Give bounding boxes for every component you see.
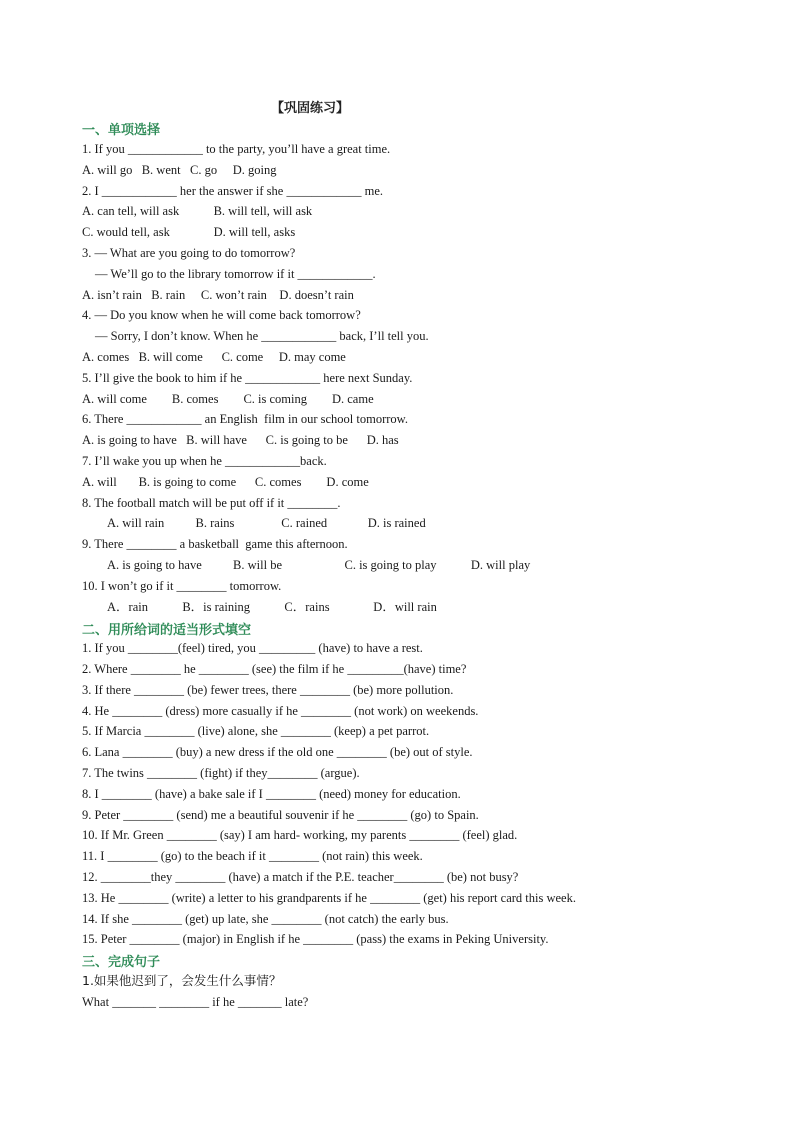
options-line: A. isn’t rain B. rain C. won’t rain D. doesn’t rain [82,288,354,302]
fill-in-line: 13. He ________ (write) a letter to his grandparents if he ________ (get) his report card this week. [82,891,576,905]
fill-in-line: 12. ________they ________ (have) a match if the P.E. teacher________ (be) not busy? [82,870,519,884]
fill-in-line: 7. The twins ________ (fight) if they________ (argue). [82,766,360,780]
options-line: A. can tell, will ask B. will tell, will ask [82,204,313,218]
fill-in-line: 6. Lana ________ (buy) a new dress if the old one ________ (be) out of style. [82,745,473,759]
page-title: 【巩固练习】 [270,101,349,116]
sentence-completion-line: What _______ ________ if he _______ late? [82,995,309,1009]
question-line: 3. — What are you going to do tomorrow? [82,246,296,260]
fill-in-line: 4. He ________ (dress) more casually if he ________ (not work) on weekends. [82,704,479,718]
question-line: 6. There ____________ an English film in our school tomorrow. [82,412,409,426]
fill-in-line: 1. If you ________(feel) tired, you _________ (have) to have a rest. [82,641,423,655]
question-line: 8. The football match will be put off if it ________. [82,496,341,510]
fill-in-line: 14. If she ________ (get) up late, she ________ (not catch) the early bus. [82,912,449,926]
question-line: 10. I won’t go if it ________ tomorrow. [82,579,282,593]
question-line: 9. There ________ a basketball game this afternoon. [82,537,348,551]
options-line: A. is going to have B. will be C. is going to play D. will play [107,558,531,572]
question-line: 4. — Do you know when he will come back tomorrow? [82,308,361,322]
options-line: A. is going to have B. will have C. is going to be D. has [82,433,399,447]
options-line: A. comes B. will come C. come D. may come [82,350,346,364]
fill-in-line: 11. I ________ (go) to the beach if it ________ (not rain) this week. [82,849,423,863]
question-line: 7. I’ll wake you up when he ____________back. [82,454,327,468]
fill-in-line: 8. I ________ (have) a bake sale if I ________ (need) money for education. [82,787,461,801]
section-heading-multiple-choice: 一、单项选择 [82,123,161,138]
fill-in-line: 5. If Marcia ________ (live) alone, she ________ (keep) a pet parrot. [82,724,430,738]
options-line: A. will rain B. rains C. rained D. is rained [107,516,426,530]
question-line: 2. I ____________ her the answer if she ____________ me. [82,184,383,198]
fill-in-line: 15. Peter ________ (major) in English if he ________ (pass) the exams in Peking University. [82,932,549,946]
question-line: — We’ll go to the library tomorrow if it ____________. [95,267,376,281]
options-line: A. will go B. went C. go D. going [82,163,277,177]
options-line: A．rain B．is raining C．rains D．will rain [107,600,437,614]
options-line: C. would tell, ask D. will tell, asks [82,225,296,239]
fill-in-line: 10. If Mr. Green ________ (say) I am hard- working, my parents ________ (feel) glad. [82,828,518,842]
fill-in-line: 2. Where ________ he ________ (see) the film if he _________(have) time? [82,662,467,676]
options-line: A. will come B. comes C. is coming D. came [82,392,374,406]
section-heading-fill-in: 二、用所给词的适当形式填空 [82,623,252,638]
question-line: — Sorry, I don’t know. When he ____________ back, I’ll tell you. [95,329,429,343]
question-line: 1. If you ____________ to the party, you’ll have a great time. [82,142,391,156]
section-heading-complete-sentences: 三、完成句子 [82,955,161,970]
fill-in-line: 9. Peter ________ (send) me a beautiful souvenir if he ________ (go) to Spain. [82,808,479,822]
chinese-prompt-line: 1.如果他迟到了，会发生什么事情？ [82,973,282,988]
question-line: 5. I’ll give the book to him if he ____________ here next Sunday. [82,371,413,385]
fill-in-line: 3. If there ________ (be) fewer trees, there ________ (be) more pollution. [82,683,454,697]
options-line: A. will B. is going to come C. comes D. come [82,475,369,489]
